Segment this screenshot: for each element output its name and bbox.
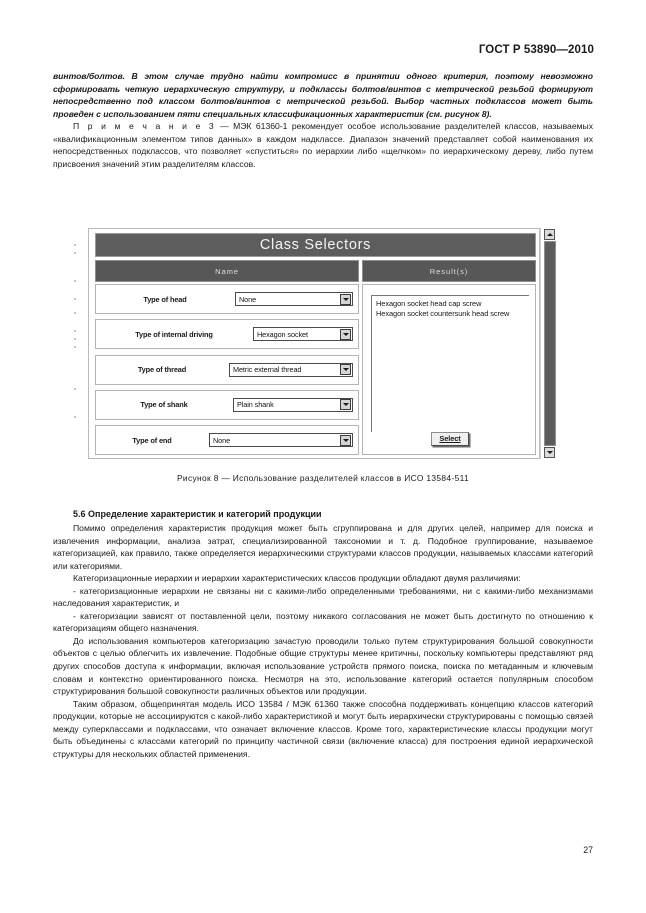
column-header-results: Result(s): [362, 260, 536, 282]
scroll-down-arrow-icon[interactable]: [544, 447, 555, 458]
selector-label: Type of end: [132, 435, 172, 445]
dropdown-value: None: [239, 294, 257, 304]
scrollbar-thumb[interactable]: [544, 241, 556, 446]
selector-row-type-of-end: [95, 425, 359, 455]
selector-row-type-of-internal-driving: [95, 319, 359, 349]
column-header-name: Name: [95, 260, 359, 282]
dropdown-type-of-thread[interactable]: [229, 363, 353, 377]
dropdown-value: Metric external thread: [233, 365, 302, 374]
document-header: ГОСТ Р 53890—2010: [478, 44, 594, 56]
selector-label: Type of shank: [140, 400, 188, 410]
chevron-down-icon[interactable]: [340, 364, 351, 375]
list-item[interactable]: Hexagon socket countersunk head screw: [376, 308, 510, 318]
selector-label: Type of head: [143, 294, 187, 304]
body-text-top: [53, 70, 593, 170]
lead-paragraph: винтов/болтов. В этом случае трудно найти компромисс в принятии одного критерия, поэтому невозможно сформировать четкую иерархическую структуру, и подклассы болтов/винтов с метрической резьбой формируют непосредственно под классом болтов/винтов с метрической резьбой. Выбор частных подклассов может быть проведен с использованием пяти специальных классификационных характеристик (см. рисунок 8).: [53, 71, 593, 119]
dropdown-type-of-internal-driving[interactable]: [253, 327, 353, 341]
body-text-bottom: [53, 508, 593, 760]
paragraph: Помимо определения характеристик продукция может быть сгруппирована и для других целей, например для поиска и извлечения информации, анализа затрат, специализированной таксономии и т. д. Подобное группирование, называемое категоризацией, как правило, также определяется иерархическими структурами классов продукции, называемых классами категорий или категориями.: [53, 523, 593, 571]
dropdown-type-of-head[interactable]: [235, 292, 353, 306]
page-number: 27: [583, 845, 593, 855]
selector-row-type-of-head: [95, 284, 359, 314]
paragraph: Категоризационные иерархии и иерархии характеристических классов продукции обладают двумя различиями:: [73, 573, 521, 584]
scan-artifacts: [74, 238, 80, 438]
selector-row-type-of-shank: [95, 390, 359, 420]
window-body: [95, 284, 536, 455]
list-item[interactable]: Hexagon socket head cap screw: [376, 299, 482, 308]
window-vertical-scrollbar[interactable]: [540, 228, 558, 459]
chevron-down-icon[interactable]: [340, 399, 351, 410]
class-selectors-screenshot: [88, 228, 560, 459]
section-heading-5-6: 5.6 Определение характеристик и категорий продукции: [73, 509, 322, 519]
paragraph: - категоризации зависят от поставленной цели, поэтому никакого согласования не может быть достигнуто по отношению к категоризациям общего назначения.: [53, 610, 593, 634]
note-text: — МЭК 61360-1 рекомендует особое использование разделителей классов, называемых «квалификационным элементом типов данных» в каждом надклассе. Диапазон значений представляет собой наименования их непосредственных подклассов, что позволяет «спуститься» по иерархии либо «щелчком» по иерархическому дереву, либо путем присвоения значений этим разделителям классов.: [53, 121, 593, 169]
chevron-down-icon[interactable]: [340, 329, 351, 340]
paragraph: Таким образом, общепринятая модель ИСО 13584 / МЭК 61360 также способна поддерживать концепцию классов категорий продукции, которые не ассоциируются с какой-либо характеристикой и могут быть иерархически структурированы с помощью связей между суперклассами и подклассами, что означает включение классов. Кроме того, характеристические классы продукции могут быть объединены с классами категорий по принципу частичной связи (включение класса) для построения единой иерархической структуры для нескольких областей применения.: [53, 698, 593, 759]
column-header-row: [95, 260, 536, 282]
chevron-down-icon[interactable]: [340, 435, 351, 446]
scroll-up-arrow-icon[interactable]: [544, 229, 555, 240]
dropdown-type-of-shank[interactable]: [233, 398, 353, 412]
dropdown-value: None: [213, 435, 231, 445]
results-actions: [371, 432, 529, 448]
selector-label: Type of internal driving: [135, 329, 213, 339]
selector-row-type-of-thread: [95, 355, 359, 385]
dropdown-value: Plain shank: [237, 400, 274, 410]
chevron-down-icon[interactable]: [340, 294, 351, 305]
paragraph: До использования компьютеров категоризацию зачастую проводили только путем структурирования большой совокупности объектов с целью облегчить их извлечение. Подобные общие структуры менее критичны, поскольку компьютеры представляют ряд других способов доступа к информации, включая использование устройств прямого поиска, поиска по метаданным и ключевым словам и контекстно ориентированного поиска. Несмотря на это, использование категорий остается популярным способом структурирования большой совокупности различных объектов или продукции.: [53, 635, 593, 697]
figure-8: [88, 228, 560, 459]
class-selectors-window: [88, 228, 540, 459]
class-selector-form: [95, 284, 359, 455]
note-label: П р и м е ч а н и е 3: [73, 121, 216, 132]
dropdown-value: Hexagon socket: [257, 329, 308, 339]
figure-caption: Рисунок 8 — Использование разделителей классов в ИСО 13584-511: [177, 473, 469, 483]
paragraph: - категоризационные иерархии не связаны ни с какими-либо определенными требованиями, ни с какими-либо механизмами наследования характеристик, и: [53, 585, 593, 609]
note-paragraph: [53, 120, 593, 170]
results-panel: [362, 284, 536, 455]
select-button[interactable]: Select: [431, 432, 468, 446]
dropdown-type-of-end[interactable]: [209, 433, 353, 447]
window-title: Class Selectors: [95, 233, 536, 257]
results-list[interactable]: [371, 295, 529, 432]
selector-label: Type of thread: [137, 365, 187, 374]
